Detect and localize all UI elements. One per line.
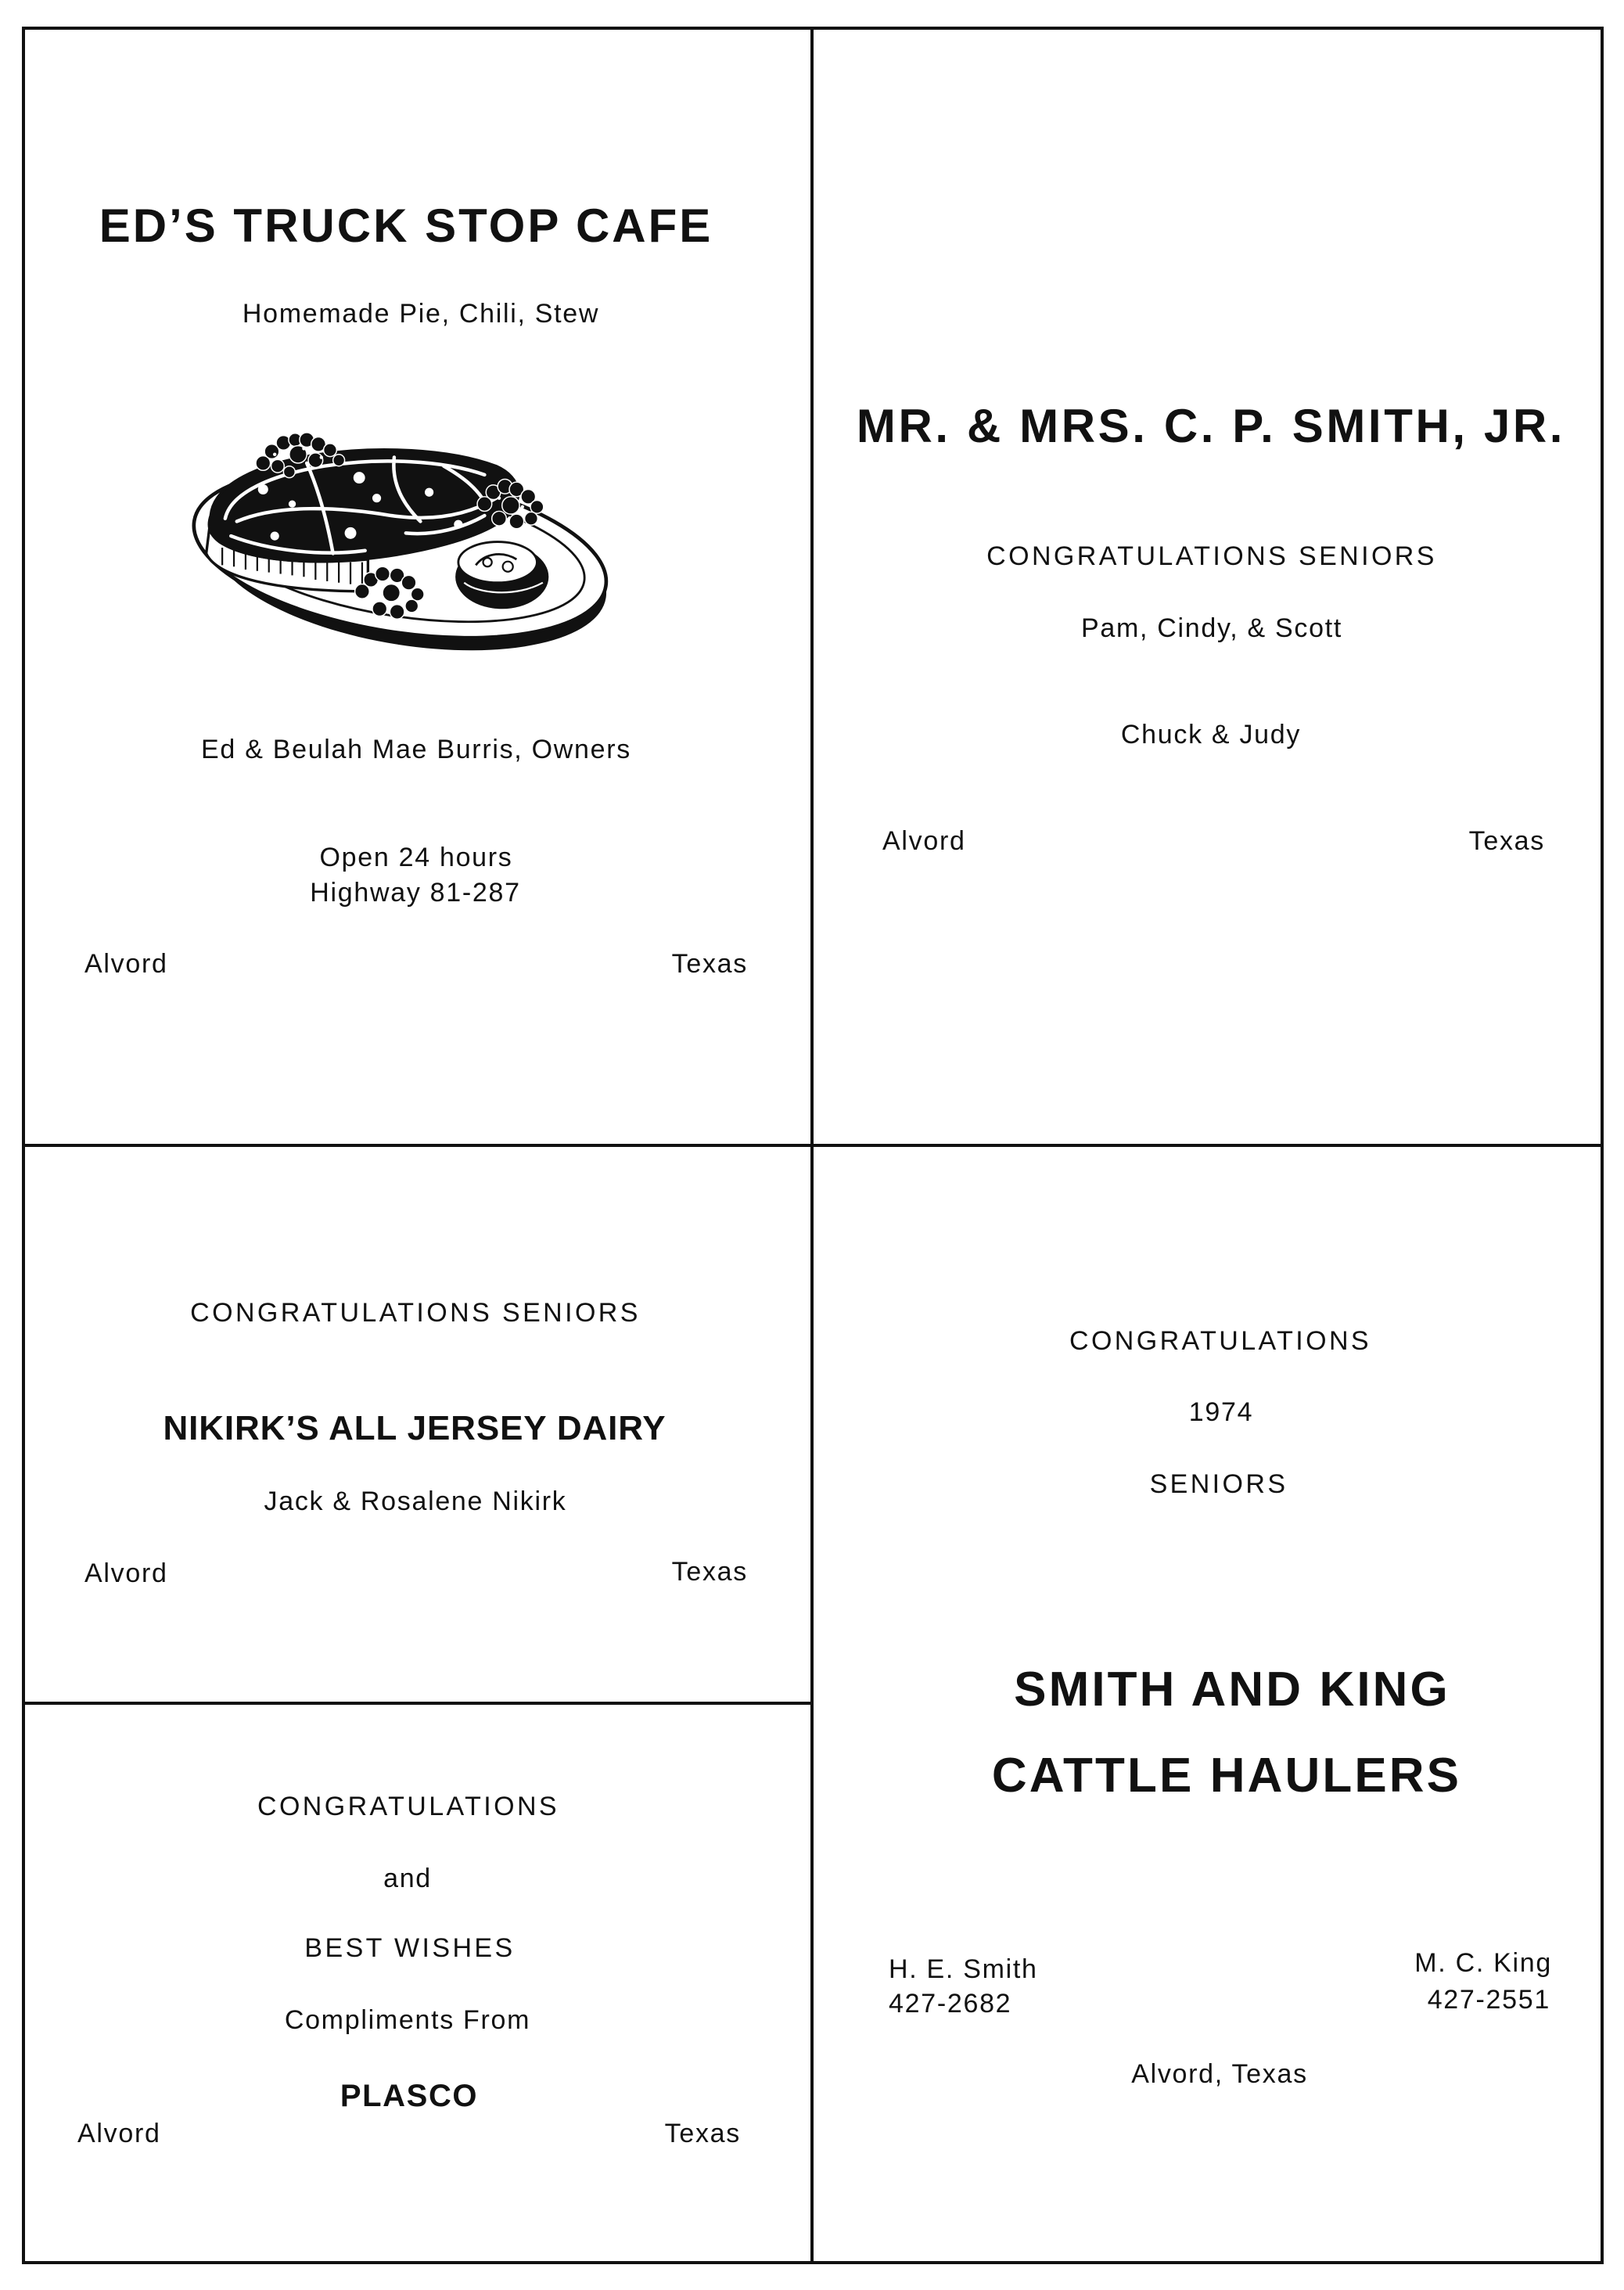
partner-king-name: M. C. King xyxy=(1414,1948,1552,1978)
congratulations-line: CONGRATULATIONS xyxy=(257,1792,559,1821)
company-name-line-1: SMITH AND KING xyxy=(1014,1663,1450,1717)
congratulations-line: CONGRATULATIONS SENIORS xyxy=(190,1298,641,1328)
cafe-name: ED’S TRUCK STOP CAFE xyxy=(99,200,713,252)
congratulations-line: CONGRATULATIONS xyxy=(1069,1326,1371,1356)
family-name-heading: MR. & MRS. C. P. SMITH, JR. xyxy=(856,400,1566,452)
menu-specials: Homemade Pie, Chili, Stew xyxy=(242,299,600,329)
highway-line: Highway 81-287 xyxy=(310,878,521,908)
state-label: Texas xyxy=(1468,826,1545,856)
state-label: Texas xyxy=(671,1557,748,1587)
owners-line: Ed & Beulah Mae Burris, Owners xyxy=(201,735,631,764)
ad-plasco xyxy=(25,1705,810,2261)
state-label: Texas xyxy=(664,2119,741,2148)
children-names: Pam, Cindy, & Scott xyxy=(1080,613,1343,643)
city-label: Alvord xyxy=(84,949,168,979)
company-name-line-2: CATTLE HAULERS xyxy=(991,1749,1462,1803)
hours-line: Open 24 hours xyxy=(319,843,513,872)
owners-line: Jack & Rosalene Nikirk xyxy=(264,1487,567,1516)
parents-names: Chuck & Judy xyxy=(1120,720,1302,750)
compliments-line: Compliments From xyxy=(284,2005,531,2035)
partner-king-phone: 427-2551 xyxy=(1427,1985,1550,2015)
dairy-name: NIKIRK’S ALL JERSEY DAIRY xyxy=(163,1409,666,1447)
city-label: Alvord xyxy=(84,1558,168,1588)
congratulations-line: CONGRATULATIONS SENIORS xyxy=(986,541,1437,571)
class-year: 1974 xyxy=(1188,1397,1254,1427)
best-wishes-line: BEST WISHES xyxy=(304,1933,516,1963)
and-line: and xyxy=(383,1864,432,1893)
city-label: Alvord xyxy=(882,826,966,856)
ad-smith-king-cattle-haulers xyxy=(814,1147,1601,2261)
state-label: Texas xyxy=(671,949,748,979)
city-label: Alvord xyxy=(77,2119,161,2148)
partner-smith-name: H. E. Smith xyxy=(889,1954,1038,1984)
ad-eds-truck-stop-cafe xyxy=(25,30,810,1144)
ad-smith-family xyxy=(814,30,1601,1144)
company-name: PLASCO xyxy=(340,2079,479,2113)
ad-nikirk-dairy xyxy=(25,1147,810,1702)
steak-platter-illustration xyxy=(187,431,610,664)
partner-smith-phone: 427-2682 xyxy=(889,1989,1012,2019)
location-line: Alvord, Texas xyxy=(1131,2059,1308,2089)
seniors-line: SENIORS xyxy=(1149,1469,1288,1499)
